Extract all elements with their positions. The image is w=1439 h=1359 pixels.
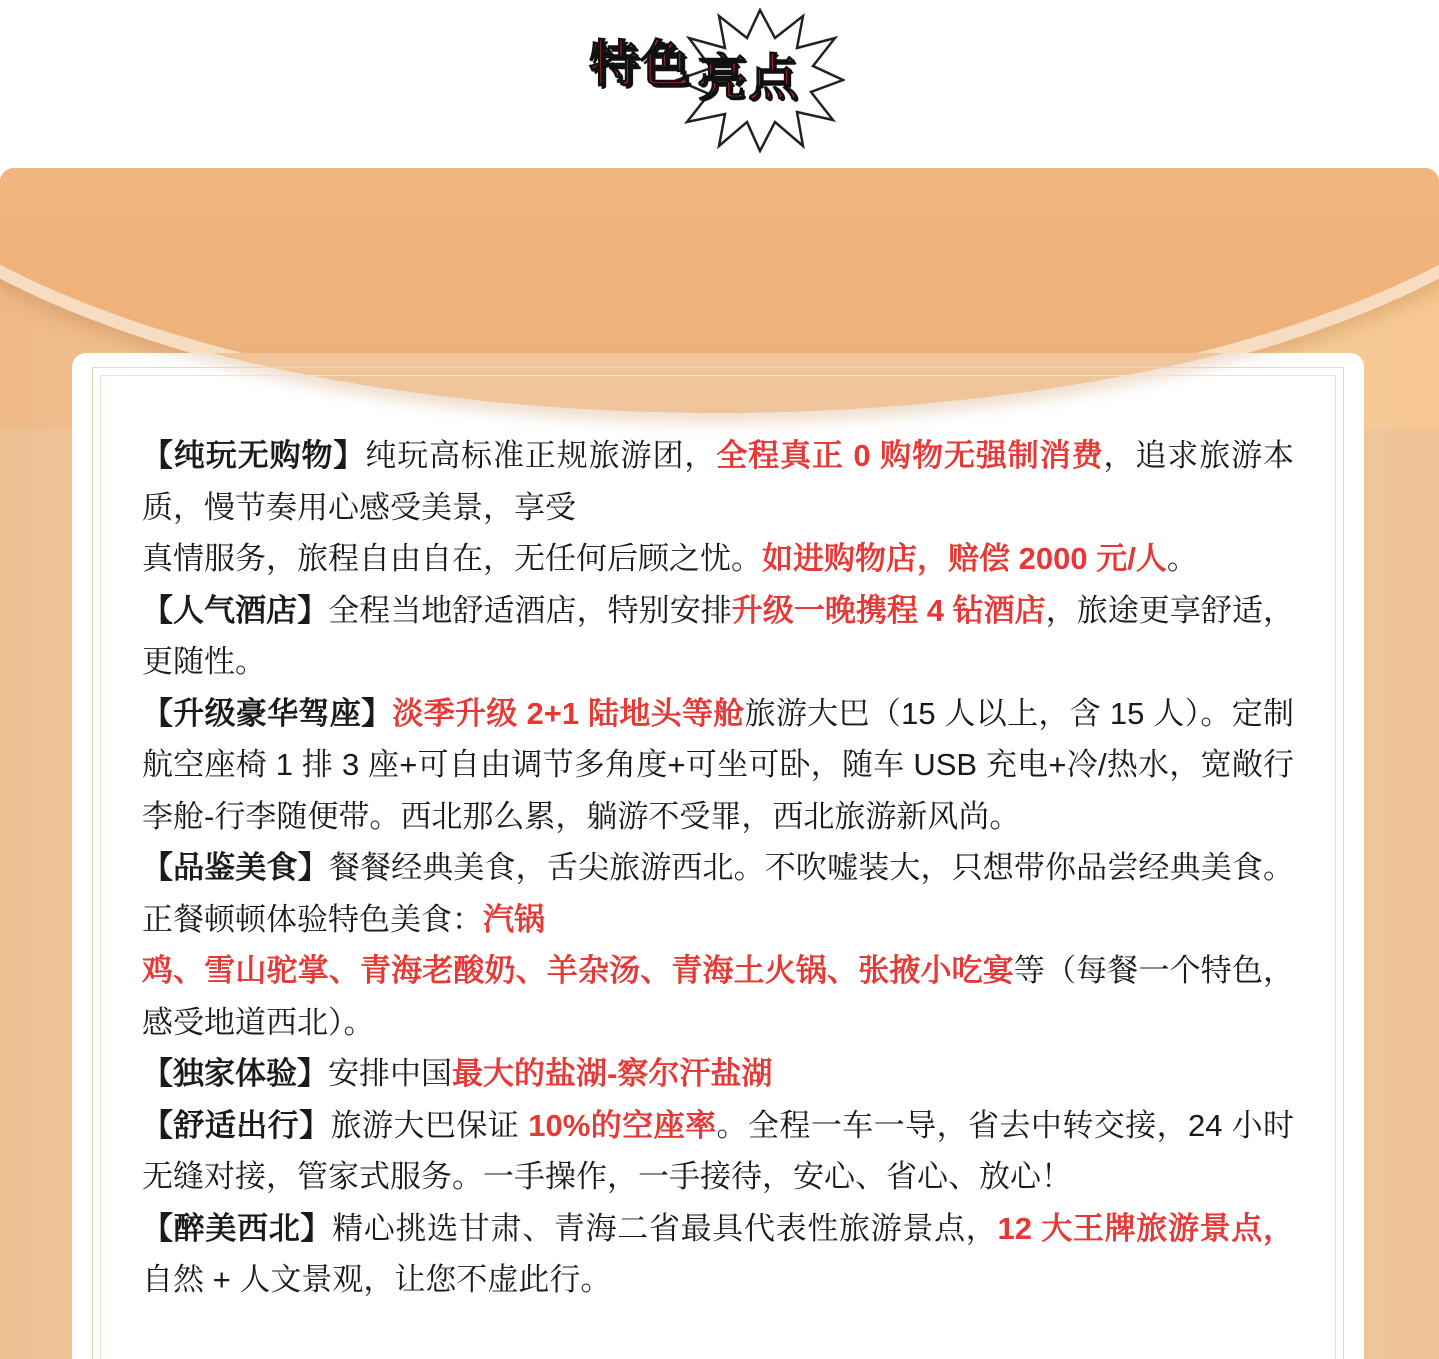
- highlight-text: 精心挑选甘肃、青海二省最具代表性旅游景点，: [332, 1210, 998, 1246]
- highlight-heading: 【升级豪华驾座】: [142, 695, 393, 731]
- highlight-emphasis: 10%的空座率: [528, 1107, 717, 1143]
- highlight-text: ，追求旅游本质，慢节奏用心感受美景，享受: [142, 438, 1295, 525]
- highlight-paragraph: [142, 1100, 1294, 1203]
- highlight-text: 纯玩高标准正规旅游团，: [365, 438, 717, 473]
- highlight-heading: 【人气酒店】: [142, 592, 329, 628]
- highlight-heading: 【醉美西北】: [142, 1210, 333, 1246]
- highlight-text: 。: [1166, 541, 1198, 576]
- highlight-text: 安排中国: [328, 1056, 452, 1091]
- highlight-text: 自然 + 人文景观，让您不虚此行。: [142, 1262, 612, 1297]
- header: [0, 0, 1439, 168]
- highlight-heading: 【舒适出行】: [142, 1107, 331, 1143]
- section-title: [585, 8, 855, 153]
- highlight-paragraph: [142, 585, 1294, 688]
- highlight-heading: 【纯玩无购物】: [142, 438, 366, 473]
- highlight-text: 旅游大巴保证: [330, 1107, 529, 1143]
- highlight-emphasis: 最大的盐湖-察尔汗盐湖: [452, 1056, 773, 1091]
- highlight-emphasis: 全程真正 0 购物无强制消费: [716, 438, 1104, 473]
- highlight-emphasis: 12 大王牌旅游景点，: [997, 1210, 1295, 1246]
- highlight-paragraph: [142, 688, 1294, 843]
- highlight-emphasis: 汽锅: [483, 901, 545, 937]
- highlight-emphasis: 如进购物店，赔偿 2000 元/人: [762, 541, 1167, 576]
- highlight-paragraph: [142, 533, 1294, 585]
- highlight-heading: 【独家体验】: [142, 1056, 328, 1091]
- highlight-text: 等（每餐一个特色，感受地道西北）。: [142, 953, 1295, 1040]
- highlight-emphasis: 升级一晚携程 4 钻酒店: [731, 592, 1046, 628]
- highlight-text: 餐餐经典美食，舌尖旅游西北。不吹嘘装大，只想带你品尝经典美食。正餐顿顿体验特色美食：: [142, 850, 1295, 937]
- highlight-paragraph: [142, 430, 1294, 533]
- highlight-text: 全程当地舒适酒店，特别安排: [328, 592, 732, 628]
- highlight-text: ，旅途更享舒适，更随性。: [142, 592, 1295, 679]
- highlight-heading: 【品鉴美食】: [142, 850, 329, 885]
- highlight-paragraph: [142, 842, 1294, 945]
- highlight-text: 旅游大巴（15 人以上，含 15 人）。定制航空座椅 1 排 3 座+可自由调节多角度+可坐可卧，随车 USB 充电+冷/热水，宽敞行李舱-行李随便带。西北那么累，躺游不受罪，西北旅游新风尚。: [142, 695, 1294, 834]
- highlight-emphasis: 鸡、雪山驼掌、青海老酸奶、羊杂汤、青海土火锅、张掖小吃宴: [142, 953, 1014, 988]
- highlight-paragraph: [142, 1048, 1294, 1100]
- highlight-paragraph: [142, 945, 1294, 1048]
- title-part-1: 特色: [589, 35, 691, 93]
- highlights-text: [142, 430, 1294, 1306]
- highlight-text: 。全程一车一导，省去中转交接，24 小时无缝对接，管家式服务。一手操作，一手接待，安心、省心、放心！: [142, 1107, 1295, 1194]
- highlight-emphasis: 淡季升级 2+1 陆地头等舱: [392, 695, 745, 731]
- highlight-text: 真情服务，旅程自由自在，无任何后顾之忧。: [142, 541, 762, 576]
- highlight-paragraph: [142, 1203, 1294, 1306]
- title-part-2: 亮点: [697, 49, 799, 107]
